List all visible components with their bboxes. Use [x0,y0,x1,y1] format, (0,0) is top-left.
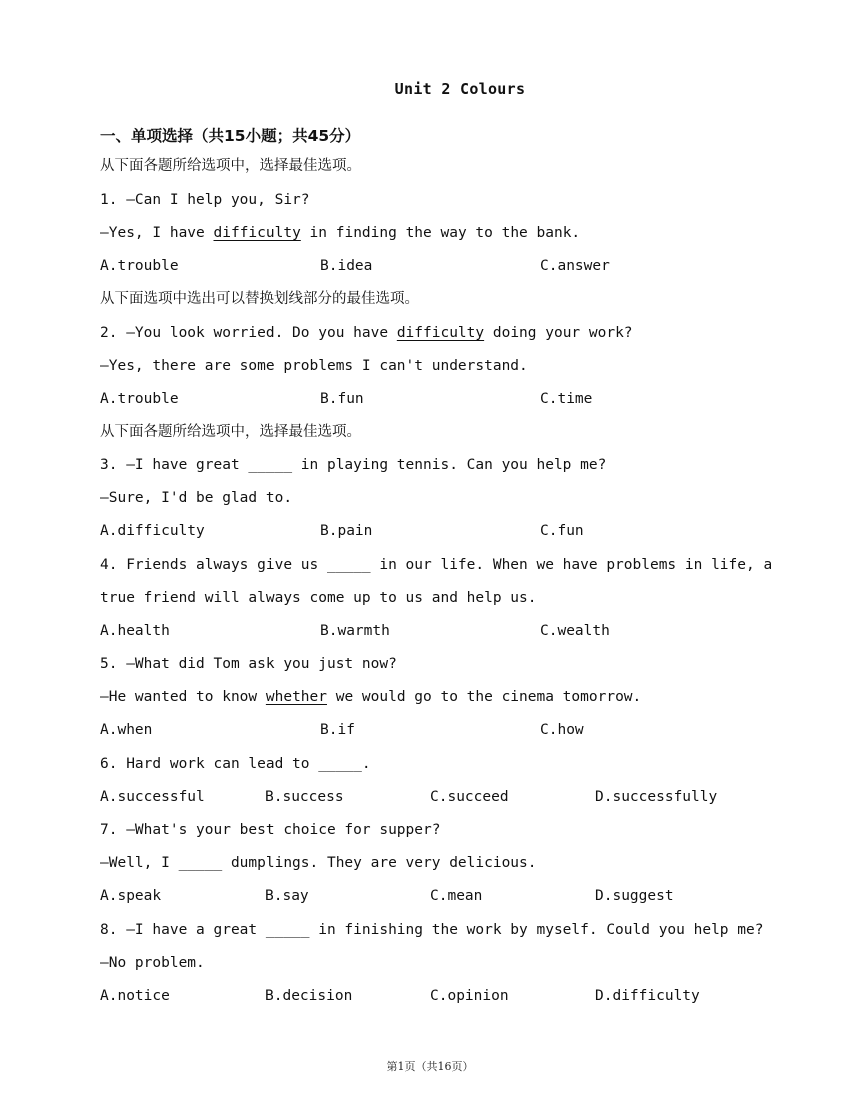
instruction: 从下面选项中选出可以替换划线部分的最佳选项。 [100,291,419,307]
option-b: B.warmth [320,623,390,639]
question-3-stem: 3. —I have great _____ in playing tennis. Can you help me? [100,457,607,473]
underlined-word: whether [265,689,327,705]
question-2-stem: 2. —You look worried. Do you have difficulty doing your work? [100,325,633,341]
option-d: D.difficulty [595,988,700,1004]
question-8-reply: —No problem. [100,955,205,971]
option-a: A.trouble [100,391,179,407]
question-7-stem: 7. —What's your best choice for supper? [100,822,441,838]
option-b: B.if [320,722,355,738]
instruction: 从下面各题所给选项中，选择最佳选项。 [100,424,361,440]
option-d: D.suggest [595,888,674,904]
option-c: C.fun [540,523,584,539]
option-c: C.how [540,722,584,738]
option-b: B.success [265,789,344,805]
question-8-stem: 8. —I have a great _____ in finishing the work by myself. Could you help me? [100,922,764,938]
question-3-reply: —Sure, I'd be glad to. [100,490,293,506]
option-c: C.mean [430,888,483,904]
option-a: A.notice [100,988,170,1004]
option-c: C.opinion [430,988,509,1004]
question-7-reply: —Well, I _____ dumplings. They are very delicious. [100,855,537,871]
question-1-reply: —Yes, I have difficulty in finding the way to the bank. [100,225,581,241]
option-c: C.time [540,391,593,407]
question-2-reply: —Yes, there are some problems I can't understand. [100,358,528,374]
option-a: A.difficulty [100,523,205,539]
option-a: A.health [100,623,170,639]
question-4-stem: 4. Friends always give us _____ in our life. When we have problems in life, a [100,557,773,573]
option-b: B.decision [265,988,353,1004]
option-a: A.successful [100,789,205,805]
underlined-word: difficulty [213,225,301,241]
option-a: A.when [100,722,153,738]
underlined-word: difficulty [396,325,485,341]
option-a: A.trouble [100,258,179,274]
question-5-stem: 5. —What did Tom ask you just now? [100,656,397,672]
option-b: B.pain [320,523,373,539]
question-6-stem: 6. Hard work can lead to _____. [100,756,371,772]
option-b: B.idea [320,258,373,274]
option-c: C.wealth [540,623,610,639]
question-4-stem-cont: true friend will always come up to us and help us. [100,590,537,606]
page-footer: 第1页（共16页） [386,1060,474,1073]
section-header: 一、单项选择（共15小题；共45分） [100,127,361,145]
question-1-stem: 1. —Can I help you, Sir? [100,192,310,208]
option-b: B.say [265,888,309,904]
question-5-reply: —He wanted to know whether we would go to the cinema tomorrow. [100,689,642,705]
option-c: C.succeed [430,789,509,805]
option-d: D.successfully [595,789,718,805]
instruction: 从下面各题所给选项中，选择最佳选项。 [100,158,361,174]
option-a: A.speak [100,888,162,904]
page-title: Unit 2 Colours [394,80,526,98]
option-c: C.answer [540,258,610,274]
option-b: B.fun [320,391,364,407]
